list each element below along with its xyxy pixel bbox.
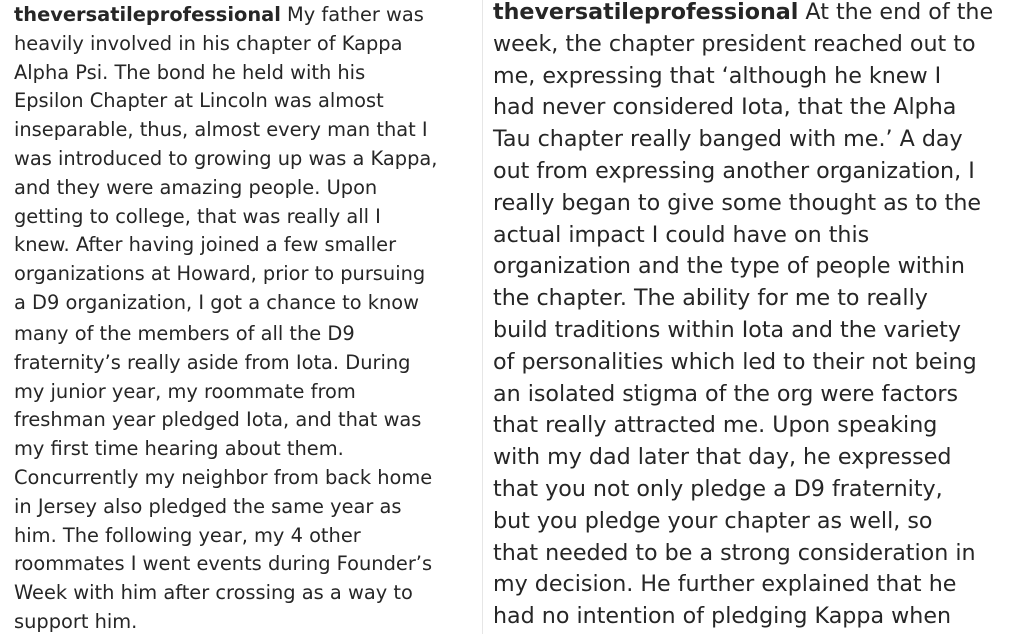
comment-text-line: with my dad later that day, he expressed	[493, 444, 952, 471]
comment-text-line: actual impact I could have on this	[493, 221, 870, 248]
comment-text-line: was introduced to growing up was a Kappa,	[14, 146, 438, 170]
comment-text-line: heavily involved in his chapter of Kappa	[14, 31, 403, 55]
comment-text-line: support him.	[14, 609, 138, 633]
comment-text-line: my junior year, my roommate from	[14, 379, 356, 403]
comment-text-line: many of the members of all the D9	[14, 322, 355, 345]
comment-text-line: roommates I went events during Founder’s	[14, 552, 433, 576]
comment-text-line: in Jersey also pledged the same year as	[14, 494, 402, 518]
right-comment	[482, 0, 1030, 634]
comment-text-line: that needed to be a strong consideration in	[493, 539, 976, 566]
comment-text-line: organizations at Howard, prior to pursuing	[14, 262, 426, 286]
comment-text-line: knew. After having joined a few smaller	[14, 233, 397, 257]
comment-text-line: that you not only pledge a D9 fraternity,	[493, 475, 943, 502]
comment-lines	[493, 29, 993, 633]
comment-text-line: that really attracted me. Upon speaking	[493, 412, 938, 439]
comment-username[interactable]: theversatileprofessional	[14, 3, 281, 26]
comment-text-line: Tau chapter really banged with me.’ A day	[493, 126, 963, 153]
comment-text: My father was	[280, 3, 424, 26]
right-comment-body	[493, 0, 993, 633]
comment-text-line: me, expressing that ‘although he knew I	[493, 62, 942, 89]
comment-text-line: organization and the type of people within	[493, 253, 965, 280]
left-comment	[0, 0, 482, 634]
comment-text-line: Alpha Psi. The bond he held with his	[14, 60, 366, 84]
comment-text-line: fraternity’s really aside from Iota. During	[14, 350, 411, 374]
comment-text-line: the chapter. The ability for me to really	[493, 285, 928, 312]
comment-username[interactable]: theversatileprofessional	[493, 0, 799, 25]
comment-text-line: but you pledge your chapter as well, so	[493, 507, 933, 534]
comment-text-line: had never considered Iota, that the Alpha	[493, 94, 957, 121]
left-comment-body-part-1	[14, 1, 437, 318]
comment-text-line: my first time hearing about them.	[14, 437, 344, 461]
comment-text-line: week, the chapter president reached out to	[493, 30, 976, 57]
comment-text-line: Concurrently my neighbor from back home	[14, 465, 433, 489]
comment-text-line: Epsilon Chapter at Lincoln was almost	[14, 89, 384, 113]
comment-text-line: my decision. He further explained that he	[493, 571, 957, 598]
right-comment-first-line	[493, 0, 993, 29]
left-comment-first-line	[14, 1, 437, 30]
comment-text-line: Week with him after crossing as a way to	[14, 581, 413, 605]
comment-text-line: freshman year pledged Iota, and that was	[14, 408, 422, 432]
left-comment-body-part-2	[14, 320, 432, 634]
comment-text-line: him. The following year, my 4 other	[14, 523, 361, 547]
comment-text-line: a D9 organization, I got a chance to know	[14, 290, 419, 314]
comment-text: At the end of the	[798, 0, 994, 25]
comment-text-line: and they were amazing people. Upon	[14, 175, 378, 199]
comment-text-line: an isolated stigma of the org were factors	[493, 380, 959, 407]
comment-text-line: build traditions within Iota and the variety	[493, 316, 961, 343]
comment-lines	[14, 320, 432, 634]
comment-text-line: really began to give some thought as to the	[493, 189, 982, 216]
comment-lines	[14, 30, 437, 318]
comment-text-line: getting to college, that was really all I	[14, 204, 381, 228]
comment-text-line: had no intention of pledging Kappa when	[493, 603, 952, 630]
comment-text-line: out from expressing another organization, I	[493, 157, 975, 184]
comment-text-line: inseparable, thus, almost every man that I	[14, 118, 428, 142]
comment-text-line: of personalities which led to their not being	[493, 348, 977, 375]
